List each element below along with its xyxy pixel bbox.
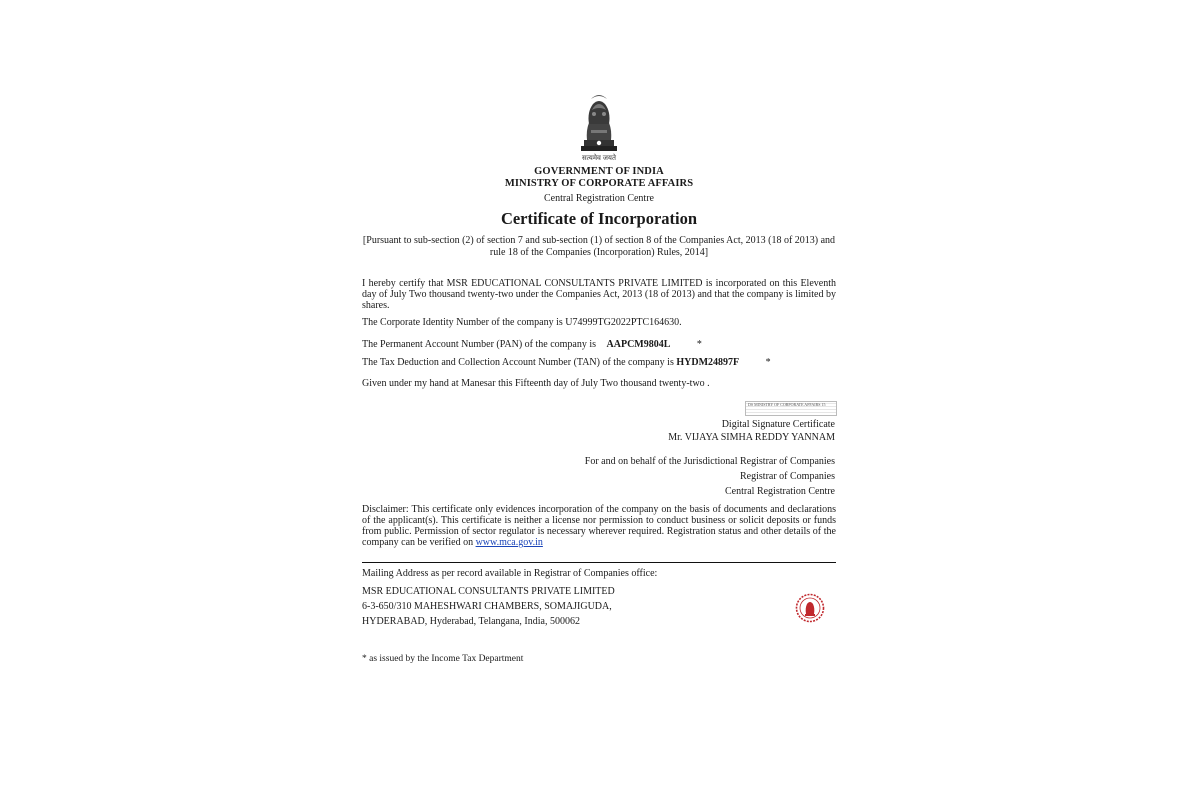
tan-asterisk: * [765,357,771,368]
tan-line [362,357,836,368]
pursuant-clause: [Pursuant to sub-section (2) of section 7 and sub-section (1) of section 8 of the Companies Act, 2013 (18 of 2013) and rule 18 of the Companies (Incorporation) Rules, 2014] [362,235,836,258]
disclaimer-text: Disclaimer: This certificate only evidences incorporation of the company on the basis of documents and declarations of the applicant(s). This certificate is neither a license nor permission to conduct business or solicit deposits or funds from public. Permission of sector regulator is necessary wherever required. Registration status and other details of the company can be verified on [362,504,836,548]
signer-name: Mr. VIJAYA SIMHA REDDY YANNAM [668,432,835,443]
ministry-heading: MINISTRY OF CORPORATE AFFAIRS [504,178,694,189]
behalf-line: For and on behalf of the Jurisdictional Registrar of Companies [584,456,835,467]
registrar-role: Registrar of Companies [740,471,835,482]
pan-line [362,339,836,350]
digital-signature-stamp: DS MINISTRY OF CORPORATE AFFAIRS 15 [745,401,837,416]
certify-paragraph: I hereby certify that MSR EDUCATIONAL CONSULTANTS PRIVATE LIMITED is incorporated on this Eleventh day of July Two thousand twenty-two under the Companies Act, 2013 (18 of 2013) and that the company is limited by shares. [362,278,836,311]
certificate-title: Certificate of Incorporation [500,209,698,228]
address-line-1: MSR EDUCATIONAL CONSULTANTS PRIVATE LIMITED [362,586,615,597]
mca-link[interactable]: www.mca.gov.in [475,537,543,548]
national-emblem-icon [575,90,623,156]
government-heading: GOVERNMENT OF INDIA [534,166,664,177]
dsc-label: Digital Signature Certificate [721,419,835,430]
address-line-2: 6-3-650/310 MAHESHWARI CHAMBERS, SOMAJIGUDA, [362,601,612,612]
tan-value: HYDM24897F [676,357,740,368]
emblem-motto: सत्यमेव जयते [582,154,616,162]
address-line-3: HYDERABAD, Hyderabad, Telangana, India, 500062 [362,616,580,627]
mca-seal-icon [795,593,825,623]
mailing-heading: Mailing Address as per record available in Registrar of Companies office: [362,568,658,579]
pan-label: The Permanent Account Number (PAN) of the company is [362,339,597,350]
given-line: Given under my hand at Manesar this Fifteenth day of July Two thousand twenty-two . [362,378,710,389]
pan-asterisk: * [696,339,702,350]
tan-label: The Tax Deduction and Collection Account Number (TAN) of the company is [362,357,674,368]
disclaimer-paragraph [362,504,836,548]
pan-value: AAPCM9804L [606,339,671,350]
footnote: * as issued by the Income Tax Department [362,654,524,664]
registrar-office: Central Registration Centre [725,486,835,497]
centre-heading: Central Registration Centre [544,193,654,204]
divider-rule [362,562,836,563]
cin-line: The Corporate Identity Number of the company is U74999TG2022PTC164630. [362,317,682,328]
